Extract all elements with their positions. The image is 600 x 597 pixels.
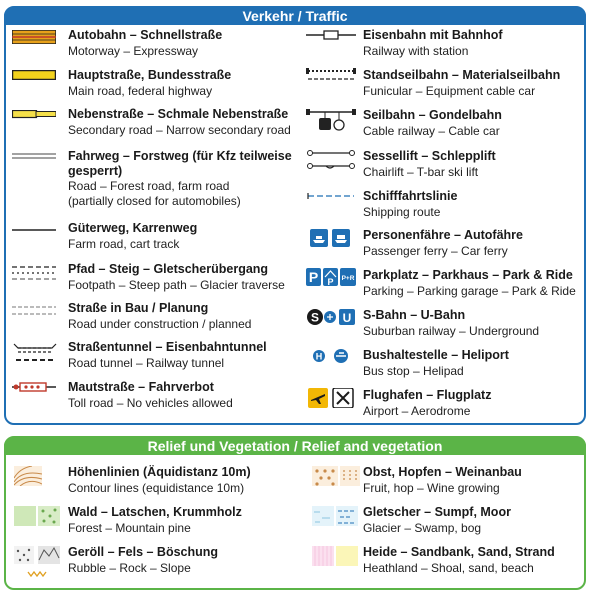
legend-label-en: Railway with station — [363, 44, 469, 58]
orchard-swatch — [312, 466, 360, 486]
legend-label-de: Seilbahn – Gondelbahn — [363, 108, 502, 122]
legend-label-de: Fahrweg – Forstweg (für Kfz teilweise — [68, 149, 292, 163]
legend-label-de: Gletscher – Sumpf, Moor — [363, 505, 511, 519]
toll-road-symbol — [12, 382, 56, 392]
forest-road-symbol — [12, 153, 56, 159]
sbahn-letter: S — [310, 310, 320, 325]
airport-icon — [308, 388, 354, 408]
relief-panel-title: Relief und Vegetation / Relief and vegetation — [4, 437, 586, 455]
legend-label-de: Sessellift – Schlepplift — [363, 149, 496, 163]
legend-label-en: Suburban railway – Underground — [363, 324, 540, 338]
legend-label-de: Pfad – Steig – Gletscherübergang — [68, 262, 269, 276]
motorway-symbol — [12, 30, 56, 44]
legend-label-en: Motorway – Expressway — [68, 44, 199, 58]
glacier-swatch — [312, 506, 360, 526]
legend-label-de: Mautstraße – Fahrverbot — [68, 380, 214, 394]
legend-label-de: Parkplatz – Parkhaus – Park & Ride — [363, 268, 573, 282]
legend-label-de: Hauptstraße, Bundesstraße — [68, 68, 232, 82]
legend-label-en: Footpath – Steep path – Glacier traverse — [68, 278, 285, 292]
legend-label-en: Road under construction / planned — [68, 317, 252, 331]
legend-label-de: Flughafen – Flugplatz — [363, 388, 492, 402]
legend-label-en: Bus stop – Helipad — [363, 364, 464, 378]
legend-label-de: Heide – Sandbank, Sand, Strand — [363, 545, 555, 559]
legend-label-de: Autobahn – Schnellstraße — [68, 28, 223, 42]
forest-swatch — [14, 506, 62, 526]
legend-label-de: Personenfähre – Autofähre — [363, 228, 523, 242]
legend-label-en: Forest – Mountain pine — [68, 521, 191, 535]
legend-label-en: Secondary road – Narrow secondary road — [68, 123, 291, 137]
legend-label-de-cont: gesperrt) — [68, 164, 123, 178]
legend-label-en: Rubble – Rock – Slope — [68, 561, 191, 575]
heath-swatch — [312, 546, 360, 566]
legend-label-de: Obst, Hopfen – Weinanbau — [363, 465, 522, 479]
parking-letter: P — [308, 269, 319, 285]
legend-label-de: Güterweg, Karrenweg — [68, 221, 198, 235]
legend-label-de: S-Bahn – U-Bahn — [363, 308, 466, 322]
heliport-letter: H — [315, 351, 323, 362]
tunnel-symbol — [12, 342, 58, 364]
legend-label-en: Farm road, cart track — [68, 237, 180, 251]
legend-label-en: Fruit, hop – Wine growing — [363, 481, 500, 495]
legend-label-de: Straße in Bau / Planung — [68, 301, 209, 315]
legend-label-de: Höhenlinien (Äquidistanz 10m) — [68, 465, 251, 479]
legend-label-en: Passenger ferry – Car ferry — [363, 244, 508, 258]
park-ride-label: P+R — [341, 275, 355, 282]
legend-label-en: Heathland – Shoal, sand, beach — [363, 561, 534, 575]
ferry-icon — [310, 229, 352, 247]
railway-symbol — [306, 30, 356, 40]
cart-track-symbol — [12, 228, 56, 232]
legend-label-en: Shipping route — [363, 205, 441, 219]
footpath-symbol — [12, 265, 56, 281]
legend-label-de: Straßentunnel – Eisenbahntunnel — [68, 340, 267, 354]
bus-heliport-icon — [312, 348, 352, 364]
legend-label-de: Bushaltestelle – Heliport — [363, 348, 509, 362]
legend-label-en: Main road, federal highway — [68, 84, 213, 98]
traffic-panel-title: Verkehr / Traffic — [4, 7, 586, 25]
legend-label-de: Nebenstraße – Schmale Nebenstraße — [68, 107, 289, 121]
legend-label-de: Eisenbahn mit Bahnhof — [363, 28, 503, 42]
sbahn-ubahn-icon — [306, 308, 356, 326]
legend-label-de: Standseilbahn – Materialseilbahn — [363, 68, 561, 82]
legend-label-de: Geröll – Fels – Böschung — [68, 545, 219, 559]
legend-label-en: Road tunnel – Railway tunnel — [68, 356, 225, 370]
legend-label-en: Parking – Parking garage – Park & Ride — [363, 284, 576, 298]
construction-road-symbol — [12, 305, 56, 317]
ubahn-letter: U — [342, 311, 352, 325]
legend-label-en: Funicular – Equipment cable car — [363, 84, 536, 98]
legend-label-de: Wald – Latschen, Krummholz — [68, 505, 242, 519]
legend-label-en-cont: (partially closed for automobiles) — [68, 194, 241, 208]
chairlift-symbol — [306, 148, 356, 172]
legend-label-en: Road – Forest road, farm road — [68, 179, 230, 193]
legend-label-en: Airport – Aerodrome — [363, 404, 471, 418]
rubble-swatch — [14, 546, 62, 580]
funicular-symbol — [306, 68, 356, 82]
legend-label-de: Schifffahrtslinie — [363, 189, 458, 203]
cable-car-symbol — [306, 108, 356, 134]
main-road-symbol — [12, 70, 56, 80]
legend-label-en: Glacier – Swamp, bog — [363, 521, 482, 535]
parking-garage-letter: P — [327, 277, 334, 286]
shipping-route-symbol — [306, 192, 356, 200]
contour-swatch — [14, 466, 42, 486]
legend-label-en: Chairlift – T-bar ski lift — [363, 165, 479, 179]
legend-label-en: Toll road – No vehicles allowed — [68, 396, 233, 410]
secondary-road-symbol — [12, 110, 56, 120]
legend-label-en: Contour lines (equidistance 10m) — [68, 481, 245, 495]
parking-icon — [306, 268, 356, 286]
legend-label-en: Cable railway – Cable car — [363, 124, 500, 138]
